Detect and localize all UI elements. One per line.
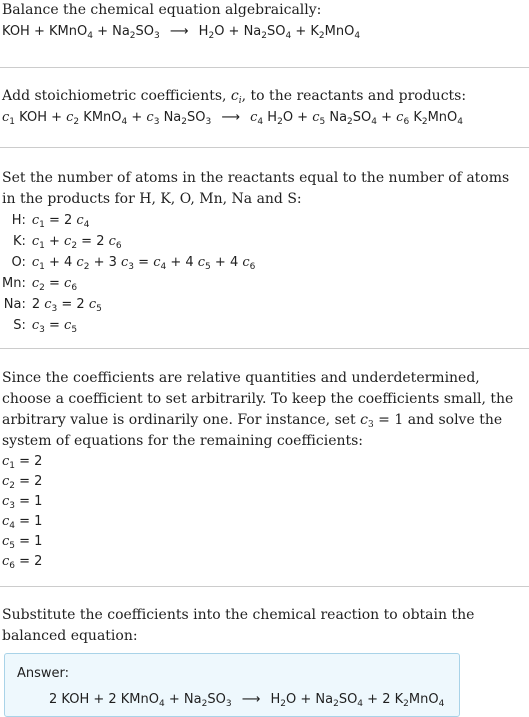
equation-row [2, 231, 255, 252]
coefficient-value: $c_4 = 1$ [2, 514, 43, 531]
element-label: S: [13, 318, 26, 333]
intro-part-b: , to the reactants and products: [241, 88, 467, 104]
general-equation-text: $c_1$ KOH + $c_2$ KMnO$_4$ + $c_3$ $Na_2SO_3$ ⟶ $c_4$ $H_2O + c_5$ $Na_2SO_4 + c_6$ $K_2MnO_4$ [2, 110, 464, 127]
element-equation: $c_2 = c_6$ [31, 276, 78, 293]
coefficient-value: $c_5 = 1$ [2, 534, 43, 551]
equation-row [2, 252, 255, 273]
step-balance-intro [0, 0, 529, 43]
element-equation: $c_1 + c_2 = 2$ $c_6$ [31, 234, 122, 251]
coefficients-intro [2, 86, 529, 107]
step-substitute [0, 605, 529, 717]
step-atom-balance [0, 168, 529, 336]
element-label: O: [11, 255, 26, 270]
intro-var: c [230, 88, 239, 104]
coefficient-value: $c_6 = 2$ [2, 554, 43, 571]
intro-text: Balance the chemical equation algebraically: [2, 2, 322, 18]
balanced-equation-text: 2 KOH + 2 KMnO$_4$ + $Na_2SO_3$ ⟶ $H_2O + Na_2SO_4 + 2$ $K_2MnO_4$ [49, 692, 445, 709]
element-label: Na: [3, 297, 26, 312]
element-equation: $c_1 + 4$ $c_2 + 3$ $c_3 = c_4 + 4$ $c_5 + 4$ $c_6$ [31, 255, 256, 272]
unbalanced-equation-text: KOH + KMnO$_4$ + $Na_2SO_3$ ⟶ $H_2O + Na_2SO_4 + K_2MnO_4$ [2, 24, 361, 41]
element-equation: 2 $c_3 = 2$ $c_5$ [31, 297, 102, 314]
coefficient-list [2, 452, 529, 572]
general-equation [2, 107, 529, 129]
coefficient-value: $c_1 = 2$ [2, 454, 43, 471]
element-label: K: [12, 234, 26, 249]
element-label: Mn: [2, 276, 26, 291]
answer-label: Answer: [17, 666, 70, 681]
equation-system [2, 210, 255, 336]
element-label: H: [11, 213, 26, 228]
substitute-intro: Substitute the coefficients into the chemical reaction to obtain the balanced equation: [2, 607, 475, 644]
equation-row [2, 210, 255, 231]
answer-box [4, 653, 460, 717]
balanced-equation [49, 689, 444, 711]
step-solve [0, 368, 529, 572]
coefficient-value: $c_2 = 2$ [2, 474, 43, 491]
element-equation: $c_1 = 2$ $c_4$ [31, 213, 90, 230]
element-equation: $c_3 = c_5$ [31, 318, 78, 335]
equation-row [2, 273, 255, 294]
unbalanced-equation [2, 21, 529, 43]
equation-row [2, 315, 255, 336]
intro-sub: i [238, 96, 242, 106]
solve-intro: Since the coefficients are relative quantities and underdetermined, choose a coefficient to set arbitrarily. To keep the coefficients small, the arbitrary value is ordinarily one. For instance, set $c_3 = 1$ and solve the system of equations for the remaining coefficients: [2, 370, 514, 449]
atom-balance-intro: Set the number of atoms in the reactants equal to the number of atoms in the products for H, K, O, Mn, Na and S: [2, 170, 510, 207]
intro-part-a: Add stoichiometric coefficients, [2, 88, 231, 104]
coefficient-value: $c_3 = 1$ [2, 494, 43, 511]
step-add-coefficients [0, 86, 529, 129]
equation-row [2, 294, 255, 315]
